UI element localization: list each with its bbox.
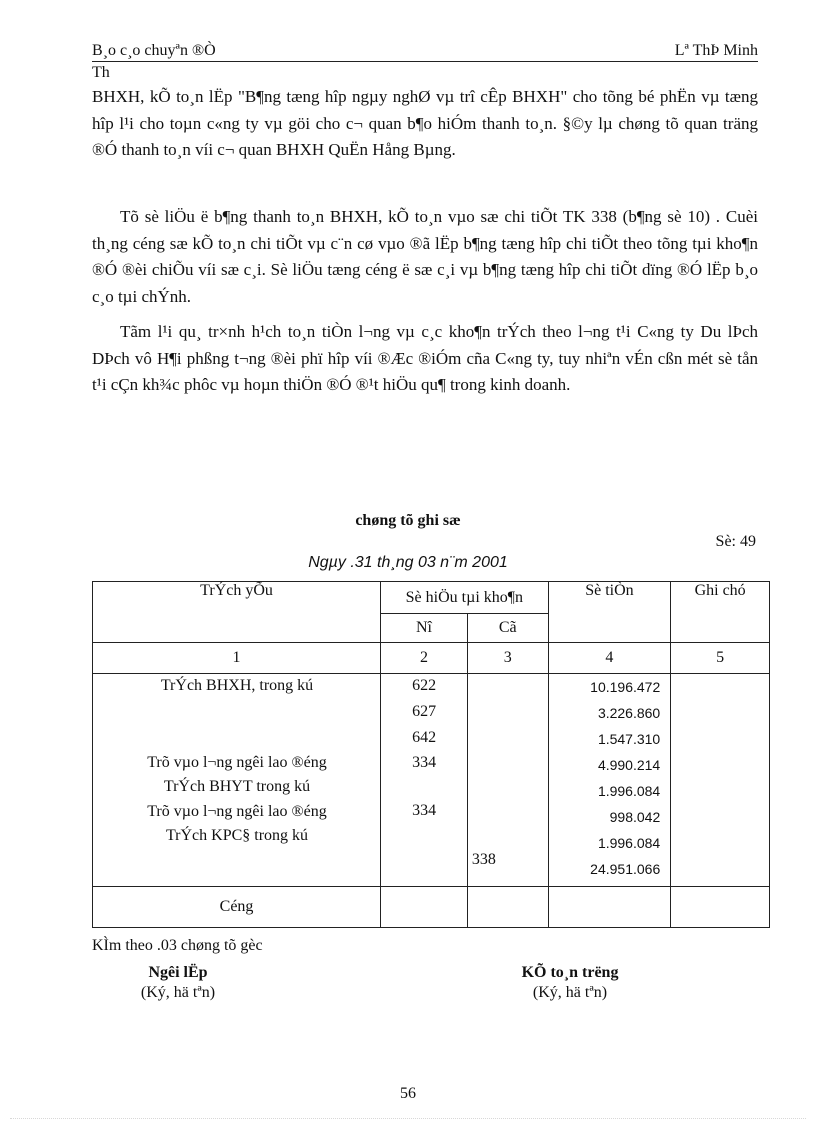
header-note: Ghi chó xyxy=(671,582,770,643)
header-description: TrÝch yÕu xyxy=(93,582,381,643)
amount-value: 1.996.084 xyxy=(597,783,661,799)
voucher-date: Ngµy .31 th¸ng 03 n¨m 2001 xyxy=(308,554,508,571)
description-line: TrÝch KPC§ trong kú xyxy=(165,827,309,844)
footer-divider xyxy=(10,1118,806,1119)
credit-account-cell xyxy=(467,674,548,887)
description-line: Trõ vµo l¬ng ngêi lao ®éng xyxy=(147,754,327,771)
amount-value: 10.196.472 xyxy=(590,679,661,695)
amount-value: 3.226.860 xyxy=(597,705,661,721)
column-number: 3 xyxy=(467,643,548,674)
header-report-title: B¸o c¸o chuyªn ®Ò xyxy=(92,42,216,59)
paragraph-2: Tõ sè liÖu ë b¶ng thanh to¸n BHXH, kÕ to¸n vµo sæ chi tiÕt TK 338 (b¶ng sè 10) . Cuèi th¸ng céng sæ kÕ to¸n chi tiÕt vµ c¨n cø vµo ®ã lËp b¶ng tæng hîp chi tiÕt theo tõng tµi kho¶n ®Ó ®èi chiÕu víi sæ c¸i. Sè liÖu tæng céng ë sæ c¸i vµ b¶ng tæng hîp chi tiÕt dïng ®Ó lËp b¸o c¸o tµi chÝnh. xyxy=(92,207,758,306)
signature-chief-accountant xyxy=(480,964,660,1002)
amount-value: 1.996.084 xyxy=(597,835,661,851)
header-rule xyxy=(92,61,758,62)
signature-preparer xyxy=(108,964,248,1002)
debit-account-cell xyxy=(381,674,468,887)
description-line: Trõ vµo l¬ng ngêi lao ®éng xyxy=(147,803,327,820)
paragraph-3: Tãm l¹i qu¸ tr×nh h¹ch to¸n tiÒn l¬ng vµ c¸c kho¶n trÝch theo l¬ng t¹i C«ng ty Du lÞch DÞch vô H¶i phßng t¬ng ®èi phï hîp víi ®Æc ®iÓm cña C«ng ty, tuy nhiªn vÉn cßn mét sè tån t¹i cÇn kh¾c phôc vµ hoµn thiÖn ®Ó ®¹t hiÖu qu¶ trong kinh doanh. xyxy=(92,322,758,395)
amount-value: 1.547.310 xyxy=(597,731,661,747)
header-author: Lª ThÞ Minh xyxy=(674,42,758,59)
chief-accountant-role: KÕ to¸n trëng xyxy=(521,964,619,981)
amount-value: 24.951.066 xyxy=(590,861,661,877)
amount-value: 4.990.214 xyxy=(597,757,661,773)
voucher-number: Sè: 49 xyxy=(715,533,756,550)
preparer-sign-note: (Ký, hä tªn) xyxy=(140,984,216,1001)
attachment-note: KÌm theo .03 chøng tõ gèc xyxy=(92,937,263,954)
column-number: 1 xyxy=(93,643,381,674)
note-cell xyxy=(671,674,770,887)
description-cell xyxy=(93,674,381,887)
paragraph-1: BHXH, kÕ to¸n lËp "B¶ng tæng hîp ngµy nghØ vµ trî cÊp BHXH" cho tõng bé phËn vµ tæng hîp l¹i cho toµn c«ng ty vµ göi cho c¬ quan b¶o hiÓm thanh to¸n. §©y lµ chøng tõ quan träng ®Ó thanh to¸n víi c¬ quan BHXH QuËn Hång Bµng. xyxy=(92,87,758,160)
header-amount: Sè tiÒn xyxy=(548,582,671,643)
debit-account: 627 xyxy=(412,703,437,720)
total-note-cell xyxy=(671,887,770,928)
column-number: 2 xyxy=(381,643,468,674)
description-line: TrÝch BHXH, trong kú xyxy=(160,677,314,694)
total-label: Céng xyxy=(93,887,381,928)
voucher-table xyxy=(92,581,770,928)
header-credit: Cã xyxy=(467,614,548,643)
total-amount-cell xyxy=(548,887,671,928)
total-debit-cell xyxy=(381,887,468,928)
amount-value: 998.042 xyxy=(609,809,661,825)
header-continuation: Th xyxy=(92,64,110,81)
page-number: 56 xyxy=(400,1085,416,1102)
column-number: 5 xyxy=(671,643,770,674)
chief-accountant-sign-note: (Ký, hä tªn) xyxy=(532,984,608,1001)
debit-account: 642 xyxy=(412,729,437,746)
debit-account: 334 xyxy=(412,802,437,819)
debit-account: 622 xyxy=(412,677,437,694)
credit-account: 338 xyxy=(471,851,496,868)
voucher-title: chøng tõ ghi sæ xyxy=(355,512,461,529)
total-credit-cell xyxy=(467,887,548,928)
description-line: TrÝch BHYT trong kú xyxy=(163,778,311,795)
preparer-role: Ngêi lËp xyxy=(148,964,208,981)
amount-cell xyxy=(548,674,671,887)
header-debit: Nî xyxy=(381,614,468,643)
header-account-group: Sè hiÖu tµi kho¶n xyxy=(381,582,549,614)
column-number: 4 xyxy=(548,643,671,674)
debit-account: 334 xyxy=(412,754,437,771)
